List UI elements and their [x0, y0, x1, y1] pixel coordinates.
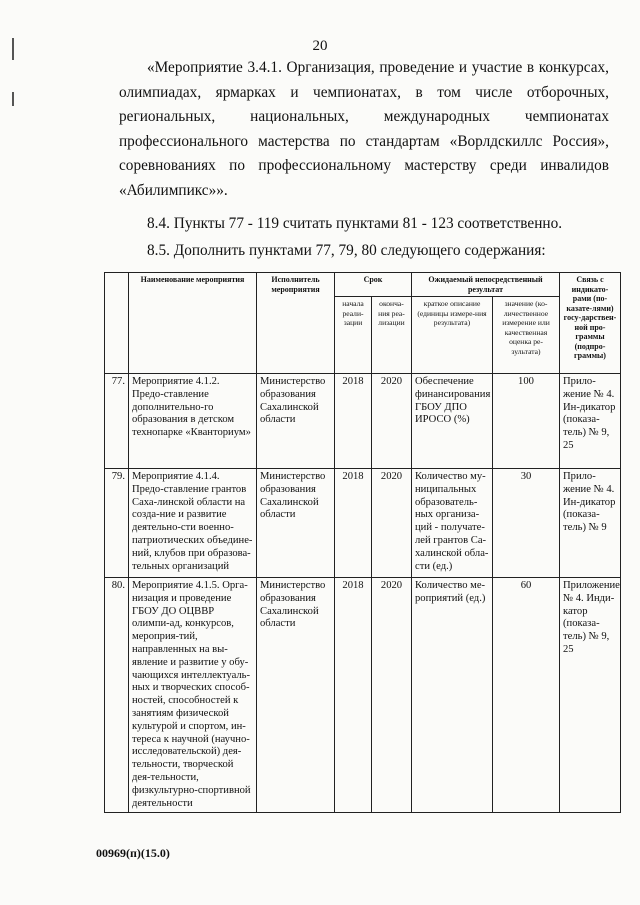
- row-executor: Министерство образования Сахалинской области: [257, 374, 335, 469]
- paragraph-line: соревнованиях по профессиональному мастерству среди инвалидов: [119, 157, 609, 175]
- page-number: 20: [312, 38, 328, 54]
- row-indicator-link: Прило-жение № 4. Ин-дикатор (показа-тель) № 9: [560, 469, 621, 578]
- header-link: Связь с индикато-рами (по-казате-лями) госу-дарствен-ной про-граммы (подпро-граммы): [560, 273, 621, 374]
- paragraph-line: региональных, национальных, международных чемпионатах: [119, 108, 609, 126]
- header-term-start: начала реали-зации: [335, 297, 372, 374]
- row-start-year: 2018: [335, 374, 372, 469]
- row-result-value: 100: [493, 374, 560, 469]
- row-result-desc: Количество ме-роприятий (ед.): [412, 578, 493, 813]
- row-result-value: 30: [493, 469, 560, 578]
- row-result-desc: Количество му-ниципальных образователь-ных организа-ций - получате-лей грантов Са-халинской обла-сти (ед.): [412, 469, 493, 578]
- event-paragraph: [119, 56, 609, 204]
- paragraph-line: «Абилимпикс»».: [119, 181, 228, 199]
- header-executor: Исполнитель мероприятия: [257, 273, 335, 374]
- header-result: Ожидаемый непосредственный результат: [412, 273, 560, 297]
- header-result-value: значение (ко-личественное измерение или качественная оценка ре-зультата): [493, 297, 560, 374]
- row-executor: Министерство образования Сахалинской области: [257, 578, 335, 813]
- row-activity-name: Мероприятие 4.1.5. Орга-низация и проведение ГБОУ ДО ОЦВВР олимпи-ад, конкурсов, мероприя-тий, направленных на вы-явление и развитие у обу-чающихся интеллектуаль-ных и творческих способ-ностей, способностей к занятиям физической культурой и спортом, ин-тереса к научной (научно-исследовательской) дея-тельности, творческой дея-тельности, физкультурно-спортивной деятельности: [129, 578, 257, 813]
- row-activity-name: Мероприятие 4.1.2. Предо-ставление дополнительно-го образования в детском технопарке «Кванториум»: [129, 374, 257, 469]
- row-executor: Министерство образования Сахалинской области: [257, 469, 335, 578]
- paragraph-line: олимпиадах, ярмарках и чемпионатах, в том числе отборочных,: [119, 83, 609, 101]
- paragraph-line: «Мероприятие 3.4.1. Организация, проведение и участие в конкурсах,: [147, 59, 609, 76]
- table-header-row: [105, 273, 621, 297]
- header-term-end: оконча-ния реа-лизации: [372, 297, 412, 374]
- row-indicator-link: Прило-жение № 4. Ин-дикатор (показа-тель) № 9, 25: [560, 374, 621, 469]
- row-activity-name: Мероприятие 4.1.4. Предо-ставление грантов Саха-линской области на созда-ние и развитие деятельно-сти военно-патриотических объедине-ний, клубов при образова-тельных организаций: [129, 469, 257, 578]
- table-row: [105, 578, 621, 813]
- row-end-year: 2020: [372, 374, 412, 469]
- row-end-year: 2020: [372, 469, 412, 578]
- table-row: [105, 469, 621, 578]
- header-number: [105, 273, 129, 374]
- header-term: Срок: [335, 273, 412, 297]
- row-number: 79.: [105, 469, 129, 578]
- row-start-year: 2018: [335, 469, 372, 578]
- row-end-year: 2020: [372, 578, 412, 813]
- table-row: [105, 374, 621, 469]
- document-code: 00969(п)(15.0): [96, 846, 170, 860]
- clause-8-4: 8.4. Пункты 77 - 119 считать пунктами 81 - 123 соответственно.: [147, 215, 563, 232]
- clause-8-5: 8.5. Дополнить пунктами 77, 79, 80 следующего содержания:: [147, 242, 546, 259]
- header-name: Наименование мероприятия: [129, 273, 257, 374]
- row-start-year: 2018: [335, 578, 372, 813]
- paragraph-line: профессионального мастерства по стандартам «Ворлдскиллс Россия»,: [119, 132, 609, 150]
- row-number: 77.: [105, 374, 129, 469]
- activities-table: [104, 272, 621, 813]
- row-indicator-link: Приложение № 4. Инди-катор (показа-тель) № 9, 25: [560, 578, 621, 813]
- row-number: 80.: [105, 578, 129, 813]
- header-result-desc: краткое описание (единицы измере-ния результата): [412, 297, 493, 374]
- row-result-value: 60: [493, 578, 560, 813]
- scan-edge-mark: [12, 92, 14, 106]
- row-result-desc: Обеспечение финансирования ГБОУ ДПО ИРОСО (%): [412, 374, 493, 469]
